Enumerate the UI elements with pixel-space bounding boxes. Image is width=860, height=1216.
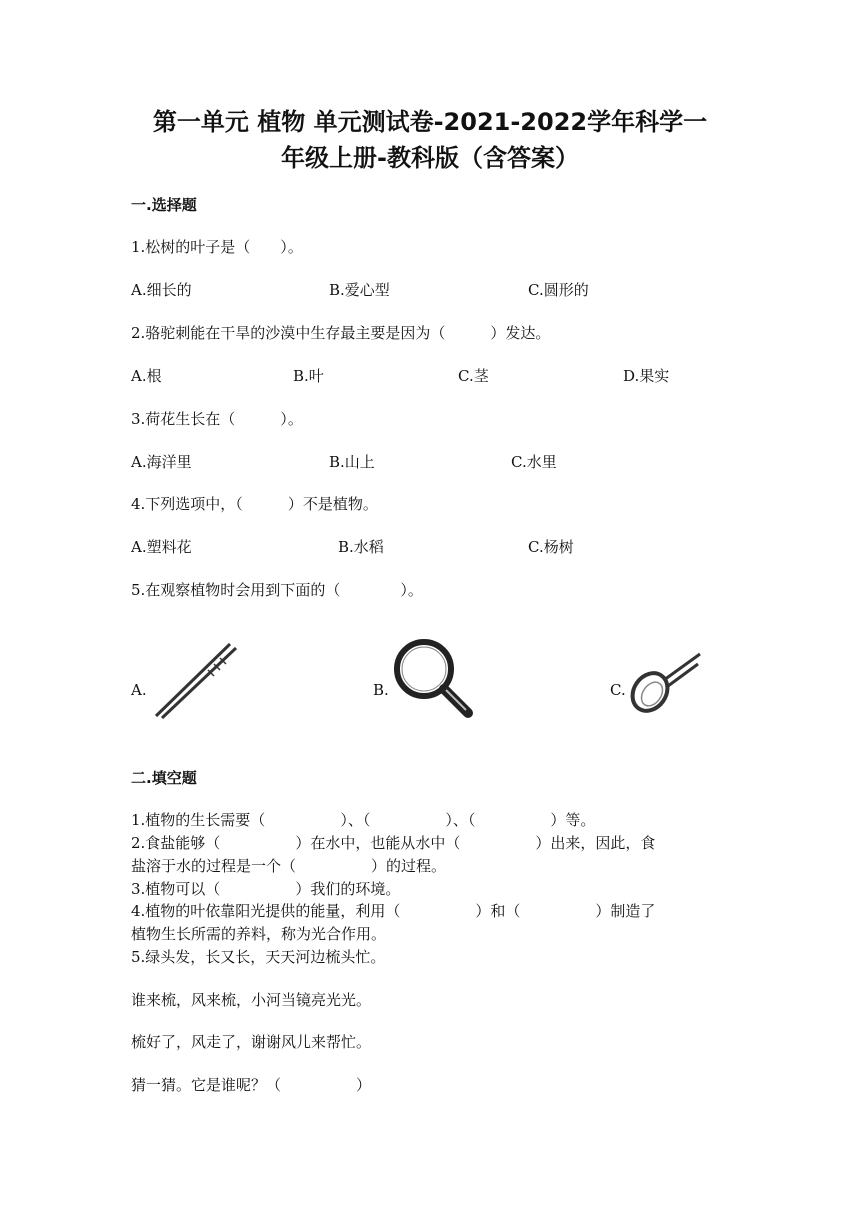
question-2: 2.骆驼刺能在干旱的沙漠中生存最主要是因为（ ）发达。 — [131, 324, 551, 342]
page-title-line-2: 年级上册-教科版（含答案） — [281, 144, 579, 172]
fill-line-10: 猜一猜。它是谁呢？（ ） — [131, 1076, 372, 1094]
section-heading-choice: 一.选择题 — [131, 196, 197, 214]
q2-option-c: C.茎 — [458, 367, 489, 385]
fill-line-1: 1.植物的生长需要（ ）、（ ）、（ ）等。 — [131, 811, 596, 829]
fill-line-3: 盐溶于水的过程是一个（ ）的过程。 — [131, 857, 447, 875]
fill-line-5: 4.植物的叶依靠阳光提供的能量，利用（ ）和（ ）制造了 — [131, 902, 656, 920]
q2-option-d: D.果实 — [623, 367, 670, 385]
q5-option-b-label: B. — [373, 681, 389, 699]
chopsticks-icon — [150, 638, 242, 720]
q2-option-a: A.根 — [131, 367, 162, 385]
page-title-line-1: 第一单元 植物 单元测试卷-2021-2022学年科学一 — [152, 108, 708, 136]
q5-option-a-label: A. — [131, 681, 147, 699]
q3-option-a: A.海洋里 — [131, 453, 192, 471]
scissors-icon — [628, 650, 704, 720]
q1-option-c: C.圆形的 — [528, 281, 589, 299]
question-3: 3.荷花生长在（ ）。 — [131, 410, 303, 428]
fill-line-6: 植物生长所需的养料，称为光合作用。 — [131, 925, 387, 943]
q2-option-b: B.叶 — [293, 367, 324, 385]
q5-option-c-label: C. — [610, 681, 626, 699]
fill-line-7: 5.绿头发，长又长，天天河边梳头忙。 — [131, 948, 386, 966]
question-1: 1.松树的叶子是（ ）。 — [131, 238, 303, 256]
question-5: 5.在观察植物时会用到下面的（ ）。 — [131, 581, 423, 599]
q1-option-a: A.细长的 — [131, 281, 192, 299]
fill-line-8: 谁来梳，风来梳，小河当镜亮光光。 — [131, 991, 372, 1009]
q4-option-b: B.水稻 — [338, 538, 384, 556]
q4-option-a: A.塑料花 — [131, 538, 192, 556]
q4-option-c: C.杨树 — [528, 538, 574, 556]
q1-option-b: B.爱心型 — [329, 281, 390, 299]
section-heading-fill: 二.填空题 — [131, 769, 197, 787]
fill-line-2: 2.食盐能够（ ）在水中，也能从水中（ ）出来，因此，食 — [131, 834, 656, 852]
magnifier-icon — [392, 637, 476, 719]
fill-line-4: 3.植物可以（ ）我们的环境。 — [131, 880, 401, 898]
q3-option-b: B.山上 — [329, 453, 375, 471]
fill-line-9: 梳好了，风走了，谢谢风儿来帮忙。 — [131, 1033, 372, 1051]
q3-option-c: C.水里 — [511, 453, 557, 471]
question-4: 4.下列选项中，（ ）不是植物。 — [131, 495, 378, 513]
